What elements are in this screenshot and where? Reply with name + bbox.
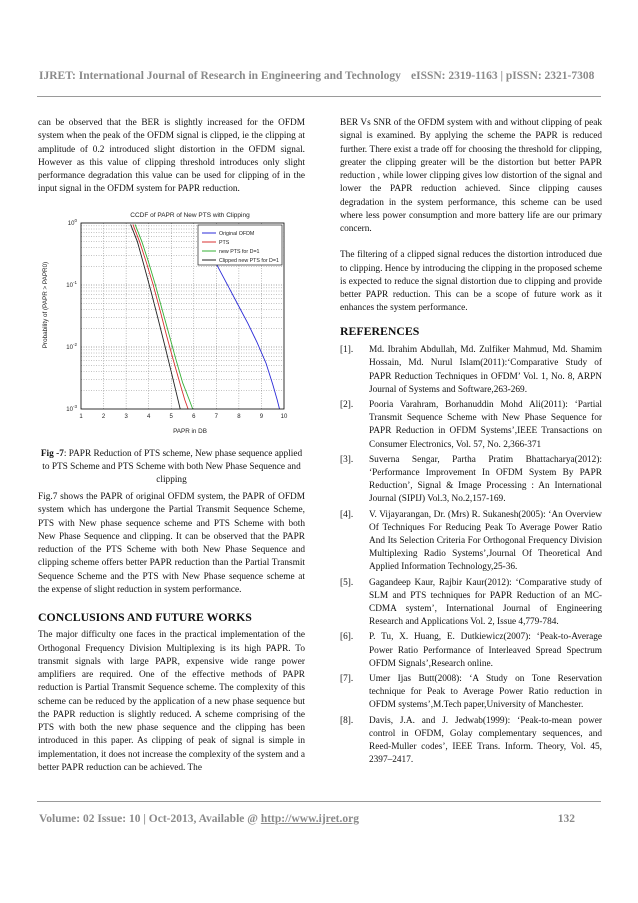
left-paragraph-2: Fig.7 shows the PAPR of original OFDM system, the PAPR of OFDM system which has undergone the Partial Transmit Sequence Scheme, PTS with New phase sequence scheme and PTS Scheme with both New Phase Sequence and clipping. It can be observed that the PAPR reduction of the PTS Scheme with both New Phase Sequence and clipping scheme offers better PAPR reduction than the Partial Transmit Sequence Scheme and the PTS with New Phase sequence scheme at the expense of slight reduction in system performance. (38, 492, 305, 595)
y-tick-label: $10^{-2}$ (66, 342, 77, 351)
left-paragraph-1: can be observed that the BER is slightly increased for the OFDM system when the peak of the OFDM signal is clipped, ie the clipping at amplitude of 0.2 introduced slight distortion in the OFDM signal. However as this value of clipping threshold introduces only slight performance degradation this value can be used for clipping of in the input signal in the OFDM system for PAPR reduction. (38, 118, 305, 195)
chart-title: CCDF of PAPR of New PTS with Clipping (130, 212, 250, 219)
reference-number: [1]. (340, 345, 354, 356)
x-tick-label: 3 (124, 414, 128, 420)
reference-text: Suverna Sengar, Partha Pratim Bhattacharya(2012): ‘Performance Improvement In OFDM System By PAPR Reduction’, Signal & Image Processing : An International Journal (SIPIJ) Vol.3, No.2,157-169. (369, 454, 602, 505)
chart-xlabel: PAPR in DB (173, 428, 207, 435)
reference-text: Davis, J.A. and J. Jedwab(1999): ‘Peak-to-mean power control in OFDM, Golay complementary sequences, and Reed-Muller codes’, IEEE Trans. Inform. Theory, Vol. 45, 2397–2417. (369, 715, 602, 766)
ccdf-chart (38, 205, 305, 437)
caption-text: : PAPR Reduction of PTS scheme, New phase sequence applied to PTS Scheme and PTS Scheme with both New Phase Sequence and clipping (42, 449, 303, 486)
reference-number: [6]. (340, 632, 354, 643)
reference-item (340, 715, 602, 768)
chart-ylabel: Probability of (PAPR > PAPR0) (42, 261, 49, 349)
x-tick-label: 5 (169, 414, 173, 420)
y-tick-label: $10^{-1}$ (66, 280, 77, 289)
left-paragraph-3: The major difficulty one faces in the practical implementation of the Orthogonal Frequency Division Multiplexing is its high PAPR. To transmit signals with large PAPR, expensive wide range power amplifiers are required. One of the effective methods of PAPR reduction is Partial Transmit Sequence scheme. The complexity of this scheme can be reduced by the application of a new phase sequence but the PAPR reduction is slightly reduced. A scheme comprising of the PTS with both the new phase sequence and the clipping has been introduced in this paper. As clipping of peak of signal is simple in implementation, it does not increase the complexity of the system and a better PAPR reduction can be achieved. The (38, 630, 305, 773)
reference-text: Pooria Varahram, Borhanuddin Mohd Ali(2011): ‘Partial Transmit Sequence Scheme with New Phase Sequence for PAPR Reduction in OFDM Systems’,IEEE Transactions on Consumer Electronics, Vol. 57, No. 2,366-371 (369, 400, 602, 450)
x-tick-label: 6 (192, 414, 196, 420)
references-title: REFERENCES (340, 324, 420, 338)
reference-number: [7]. (340, 674, 354, 685)
chart-legend (198, 225, 282, 265)
y-tick-label: $10^0$ (67, 218, 77, 227)
reference-number: [5]. (340, 577, 354, 588)
reference-item (340, 344, 602, 397)
x-tick-label: 10 (280, 414, 288, 420)
footer-text: Volume: 02 Issue: 10 | Oct-2013, Available @ (39, 813, 261, 825)
journal-title: IJRET: International Journal of Research in Engineering and Technology (39, 70, 401, 82)
caption-label: Fig -7 (40, 449, 64, 459)
footer-rule (37, 801, 601, 802)
section-title-conclusions: CONCLUSIONS AND FUTURE WORKS (38, 610, 252, 624)
journal-link[interactable]: http://www.ijret.org (260, 813, 359, 825)
right-paragraph-1: BER Vs SNR of the OFDM system with and without clipping of peak signal is examined. By applying the scheme the PAPR is reduced further. There exist a trade off for choosing the threshold for clipping, greater the clipping greater will be the distortion but better PAPR reduction , while lower clipping gives low distortion of the signal and lower the PAPR reduction achieved. Since clipping causes degradation in the system performance, this scheme can be used where less power consumption and more battery life are our primary concern. (340, 118, 602, 234)
x-tick-label: 4 (146, 414, 151, 420)
reference-number: [4]. (340, 509, 354, 520)
reference-item (340, 509, 602, 575)
reference-text: P. Tu, X. Huang, E. Dutkiewicz(2007): ‘Peak-to-Average Power Ratio Performance of Interleaved Spread Spectrum OFDM Signals’,Research online. (369, 632, 602, 669)
figure-7 (38, 205, 305, 437)
x-tick-label: 2 (101, 414, 106, 420)
reference-number: [8]. (340, 715, 354, 726)
running-footer (39, 813, 599, 825)
reference-text: Gagandeep Kaur, Rajbir Kaur(2012): ‘Comparative study of SLM and PTS techniques for PAPR Reduction of an MC-CDMA system’, International Journal of Engineering Research and Applications Vol. 2, Issue 4,779-784. (369, 577, 602, 628)
running-header (39, 70, 599, 82)
reference-number: [2]. (340, 400, 354, 411)
reference-text: Umer Ijas Butt(2008): ‘A Study on Tone Reservation technique for Peak to Average Power Ratio reduction in OFDM systems’,M.Tech paper,University of Manchester. (369, 674, 602, 711)
reference-text: V. Vijayarangan, Dr. (Mrs) R. Sukanesh(2005): ‘An Overview Of Techniques For Reducing Peak To Average Power Ratio And Its Selection Criteria For Orthogonal Frequency Division Multiplexing Radio Systems’,Journal Of Theoretical And Applied Information Technology,25-36. (369, 509, 602, 573)
x-tick-label: 9 (259, 414, 264, 420)
right-column (340, 117, 602, 316)
legend-label: new PTS for D=1 (219, 249, 260, 255)
page-number: 132 (557, 813, 575, 825)
figure-caption (38, 448, 305, 488)
reference-item (340, 454, 602, 507)
header-rule (37, 96, 601, 97)
issn: eISSN: 2319-1163 | pISSN: 2321-7308 (411, 70, 595, 82)
legend-label: Original OFDM (219, 231, 255, 237)
left-column-lower (38, 491, 305, 775)
legend-label: PTS (219, 240, 230, 246)
reference-item (340, 673, 602, 713)
reference-item (340, 399, 602, 452)
reference-text: Md. Ibrahim Abdullah, Md. Zulfiker Mahmud, Md. Shamim Hossain, Md. Nurul Islam(2011):‘Comparative Study of PAPR Reduction Techniques in OFDM’ Vol. 1, No. 8, ARPN Journal of Systems and Software,263-269. (369, 345, 602, 395)
references (340, 325, 602, 770)
legend-label: Clipped new PTS for D=1 (219, 258, 279, 264)
right-paragraph-2: The filtering of a clipped signal reduces the distortion introduced due to clipping. Hence by introducing the clipping in the proposed scheme is expected to reduce the signal distortion due to clipping and provide better PAPR reduction. This can be a scope of future work as it enhances the system performance. (340, 250, 602, 314)
x-tick-label: 1 (79, 414, 83, 420)
reference-number: [3]. (340, 454, 354, 465)
reference-item (340, 577, 602, 630)
x-tick-label: 8 (237, 414, 241, 420)
x-tick-label: 7 (214, 414, 219, 420)
reference-item (340, 631, 602, 671)
left-column (38, 117, 305, 197)
y-tick-label: $10^{-3}$ (66, 404, 77, 413)
